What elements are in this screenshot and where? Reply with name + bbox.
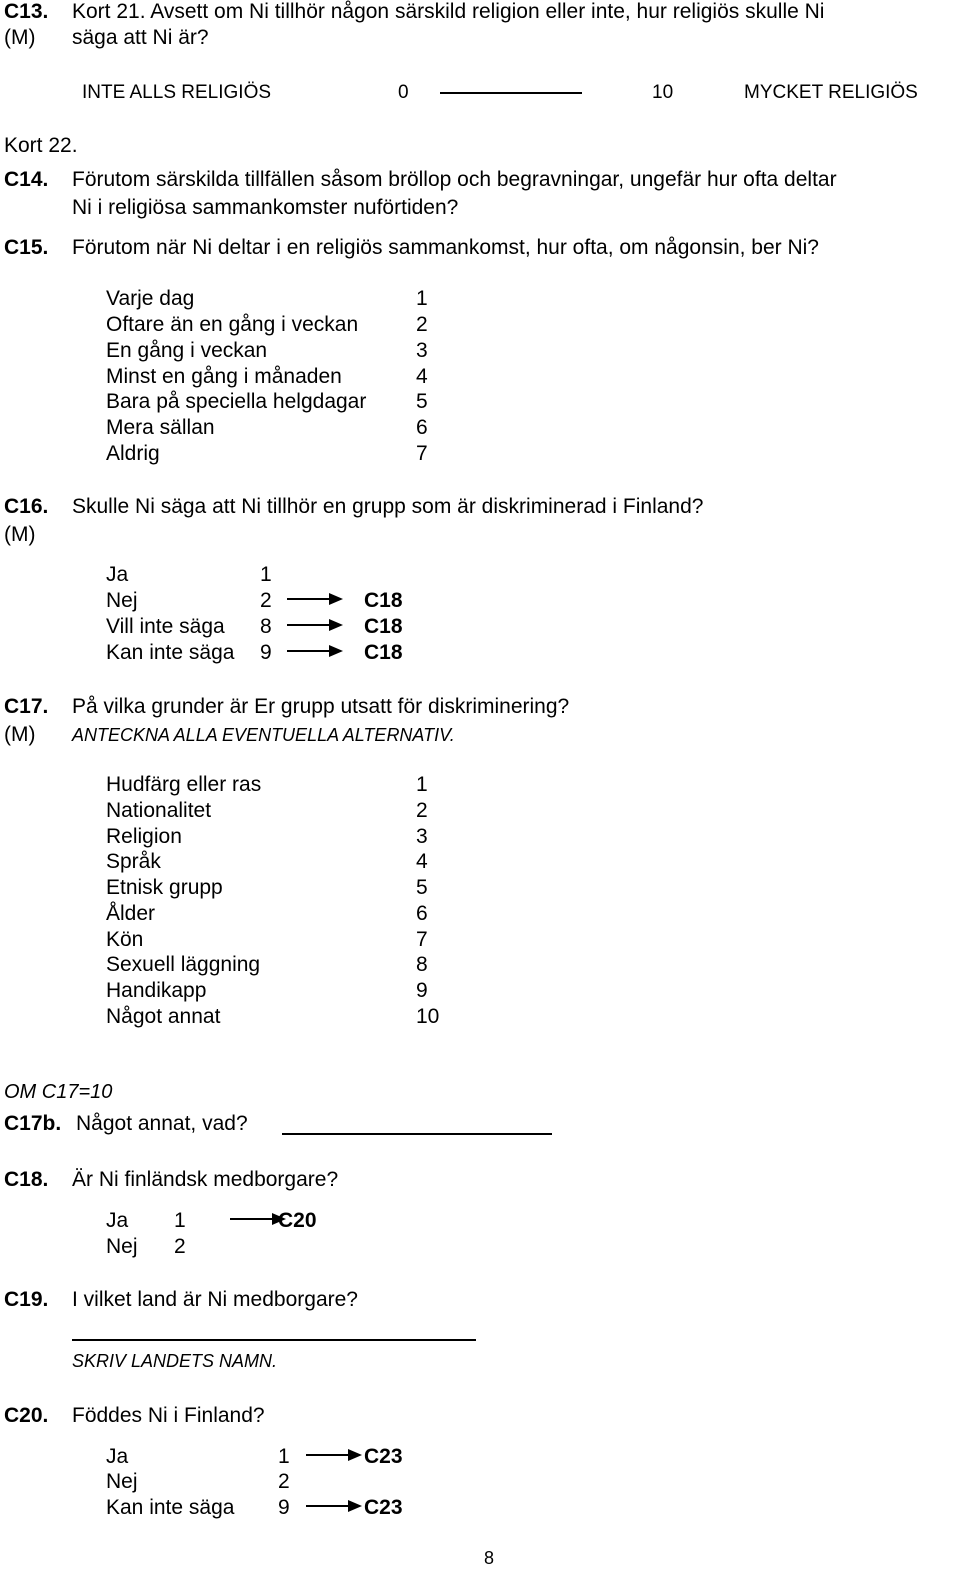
option-label: Bara på speciella helgdagar	[106, 390, 367, 413]
instruction-c19: SKRIV LANDETS NAMN.	[72, 1351, 278, 1371]
option-label: En gång i veckan	[106, 339, 268, 362]
question-text-c14-line1: Förutom särskilda tillfällen såsom bröllop och begravningar, ungefär hur ofta deltar	[72, 168, 837, 191]
question-number-c17b: C17b.	[4, 1112, 62, 1135]
option-label: Nej	[106, 1235, 138, 1258]
question-number-c20: C20.	[4, 1404, 49, 1427]
option-code: 10	[416, 1005, 440, 1028]
multi-marker-c17: (M)	[4, 723, 36, 746]
scale-line	[440, 92, 582, 94]
skip-target: C20	[278, 1209, 317, 1232]
skip-target: C23	[364, 1445, 403, 1468]
option-code: 4	[416, 365, 428, 388]
option-label: Sexuell läggning	[106, 953, 261, 976]
option-code: 9	[416, 979, 428, 1002]
scale-right-value: 10	[652, 82, 674, 103]
skip-target: C18	[364, 615, 403, 638]
question-text-c17b: Något annat, vad?	[76, 1112, 248, 1135]
question-text-c15: Förutom när Ni deltar i en religiös sammankomst, hur ofta, om någonsin, ber Ni?	[72, 236, 819, 259]
skip-arrow-icon	[287, 644, 343, 658]
option-code: 1	[260, 563, 272, 586]
option-label: Handikapp	[106, 979, 207, 1002]
option-label: Nej	[106, 1470, 138, 1493]
condition-c17b: OM C17=10	[4, 1081, 113, 1103]
question-text-c16: Skulle Ni säga att Ni tillhör en grupp som är diskriminerad i Finland?	[72, 495, 704, 518]
option-label: Kan inte säga	[106, 641, 235, 664]
question-number-c15: C15.	[4, 236, 49, 259]
option-label: Religion	[106, 825, 182, 848]
option-label: Aldrig	[106, 442, 160, 465]
option-code: 7	[416, 442, 428, 465]
option-code: 1	[174, 1209, 186, 1232]
card-label-kort22: Kort 22.	[4, 134, 78, 157]
option-code: 5	[416, 390, 428, 413]
question-text-c14-line2: Ni i religiösa sammankomster nuförtiden?	[72, 196, 459, 219]
multi-marker-c13: (M)	[4, 26, 36, 49]
skip-arrow-icon	[306, 1448, 362, 1462]
option-code: 4	[416, 850, 428, 873]
option-label: Kön	[106, 928, 144, 951]
option-code: 7	[416, 928, 428, 951]
option-label: Nationalitet	[106, 799, 212, 822]
skip-arrow-icon	[287, 592, 343, 606]
instruction-c17: ANTECKNA ALLA EVENTUELLA ALTERNATIV.	[72, 725, 455, 745]
option-label: Vill inte säga	[106, 615, 225, 638]
option-label: Nej	[106, 589, 138, 612]
skip-target: C18	[364, 641, 403, 664]
option-code: 8	[416, 953, 428, 976]
page-number: 8	[484, 1548, 495, 1568]
option-label: Etnisk grupp	[106, 876, 223, 899]
question-text-c13-line2: säga att Ni är?	[72, 26, 209, 49]
option-code: 2	[416, 313, 428, 336]
question-text-c20: Föddes Ni i Finland?	[72, 1404, 265, 1427]
option-label: Varje dag	[106, 287, 195, 310]
option-code: 6	[416, 416, 428, 439]
scale-left-label: INTE ALLS RELIGIÖS	[82, 82, 272, 103]
question-number-c18: C18.	[4, 1168, 49, 1191]
scale-left-value: 0	[398, 82, 409, 103]
option-code: 3	[416, 339, 428, 362]
option-label: Något annat	[106, 1005, 221, 1028]
multi-marker-c16: (M)	[4, 523, 36, 546]
option-label: Minst en gång i månaden	[106, 365, 342, 388]
answer-line-c17b[interactable]	[282, 1133, 552, 1135]
question-number-c17: C17.	[4, 695, 49, 718]
answer-line-c19[interactable]	[72, 1339, 476, 1341]
option-code: 2	[278, 1470, 290, 1493]
option-code: 1	[278, 1445, 290, 1468]
option-label: Kan inte säga	[106, 1496, 235, 1519]
option-label: Mera sällan	[106, 416, 215, 439]
option-label: Språk	[106, 850, 161, 873]
question-number-c14: C14.	[4, 168, 49, 191]
option-code: 1	[416, 287, 428, 310]
skip-arrow-icon	[287, 618, 343, 632]
option-code: 8	[260, 615, 272, 638]
question-number-c19: C19.	[4, 1288, 49, 1311]
option-code: 3	[416, 825, 428, 848]
scale-right-label: MYCKET RELIGIÖS	[744, 82, 918, 103]
option-label: Ja	[106, 563, 129, 586]
option-code: 5	[416, 876, 428, 899]
skip-target: C18	[364, 589, 403, 612]
option-code: 9	[278, 1496, 290, 1519]
option-code: 6	[416, 902, 428, 925]
skip-arrow-icon	[306, 1499, 362, 1513]
option-code: 1	[416, 773, 428, 796]
option-code: 2	[174, 1235, 186, 1258]
option-label: Ja	[106, 1209, 129, 1232]
option-code: 2	[416, 799, 428, 822]
question-number-c16: C16.	[4, 495, 49, 518]
option-code: 9	[260, 641, 272, 664]
option-label: Oftare än en gång i veckan	[106, 313, 359, 336]
question-text-c13-line1: Kort 21. Avsett om Ni tillhör någon särskild religion eller inte, hur religiös skulle Ni	[72, 0, 825, 23]
question-text-c17: På vilka grunder är Er grupp utsatt för diskriminering?	[72, 695, 570, 718]
question-text-c18: Är Ni finländsk medborgare?	[72, 1168, 339, 1191]
question-text-c19: I vilket land är Ni medborgare?	[72, 1288, 358, 1311]
option-label: Ja	[106, 1445, 129, 1468]
option-code: 2	[260, 589, 272, 612]
skip-target: C23	[364, 1496, 403, 1519]
option-label: Ålder	[106, 902, 156, 925]
question-number-c13: C13.	[4, 0, 49, 23]
option-label: Hudfärg eller ras	[106, 773, 262, 796]
